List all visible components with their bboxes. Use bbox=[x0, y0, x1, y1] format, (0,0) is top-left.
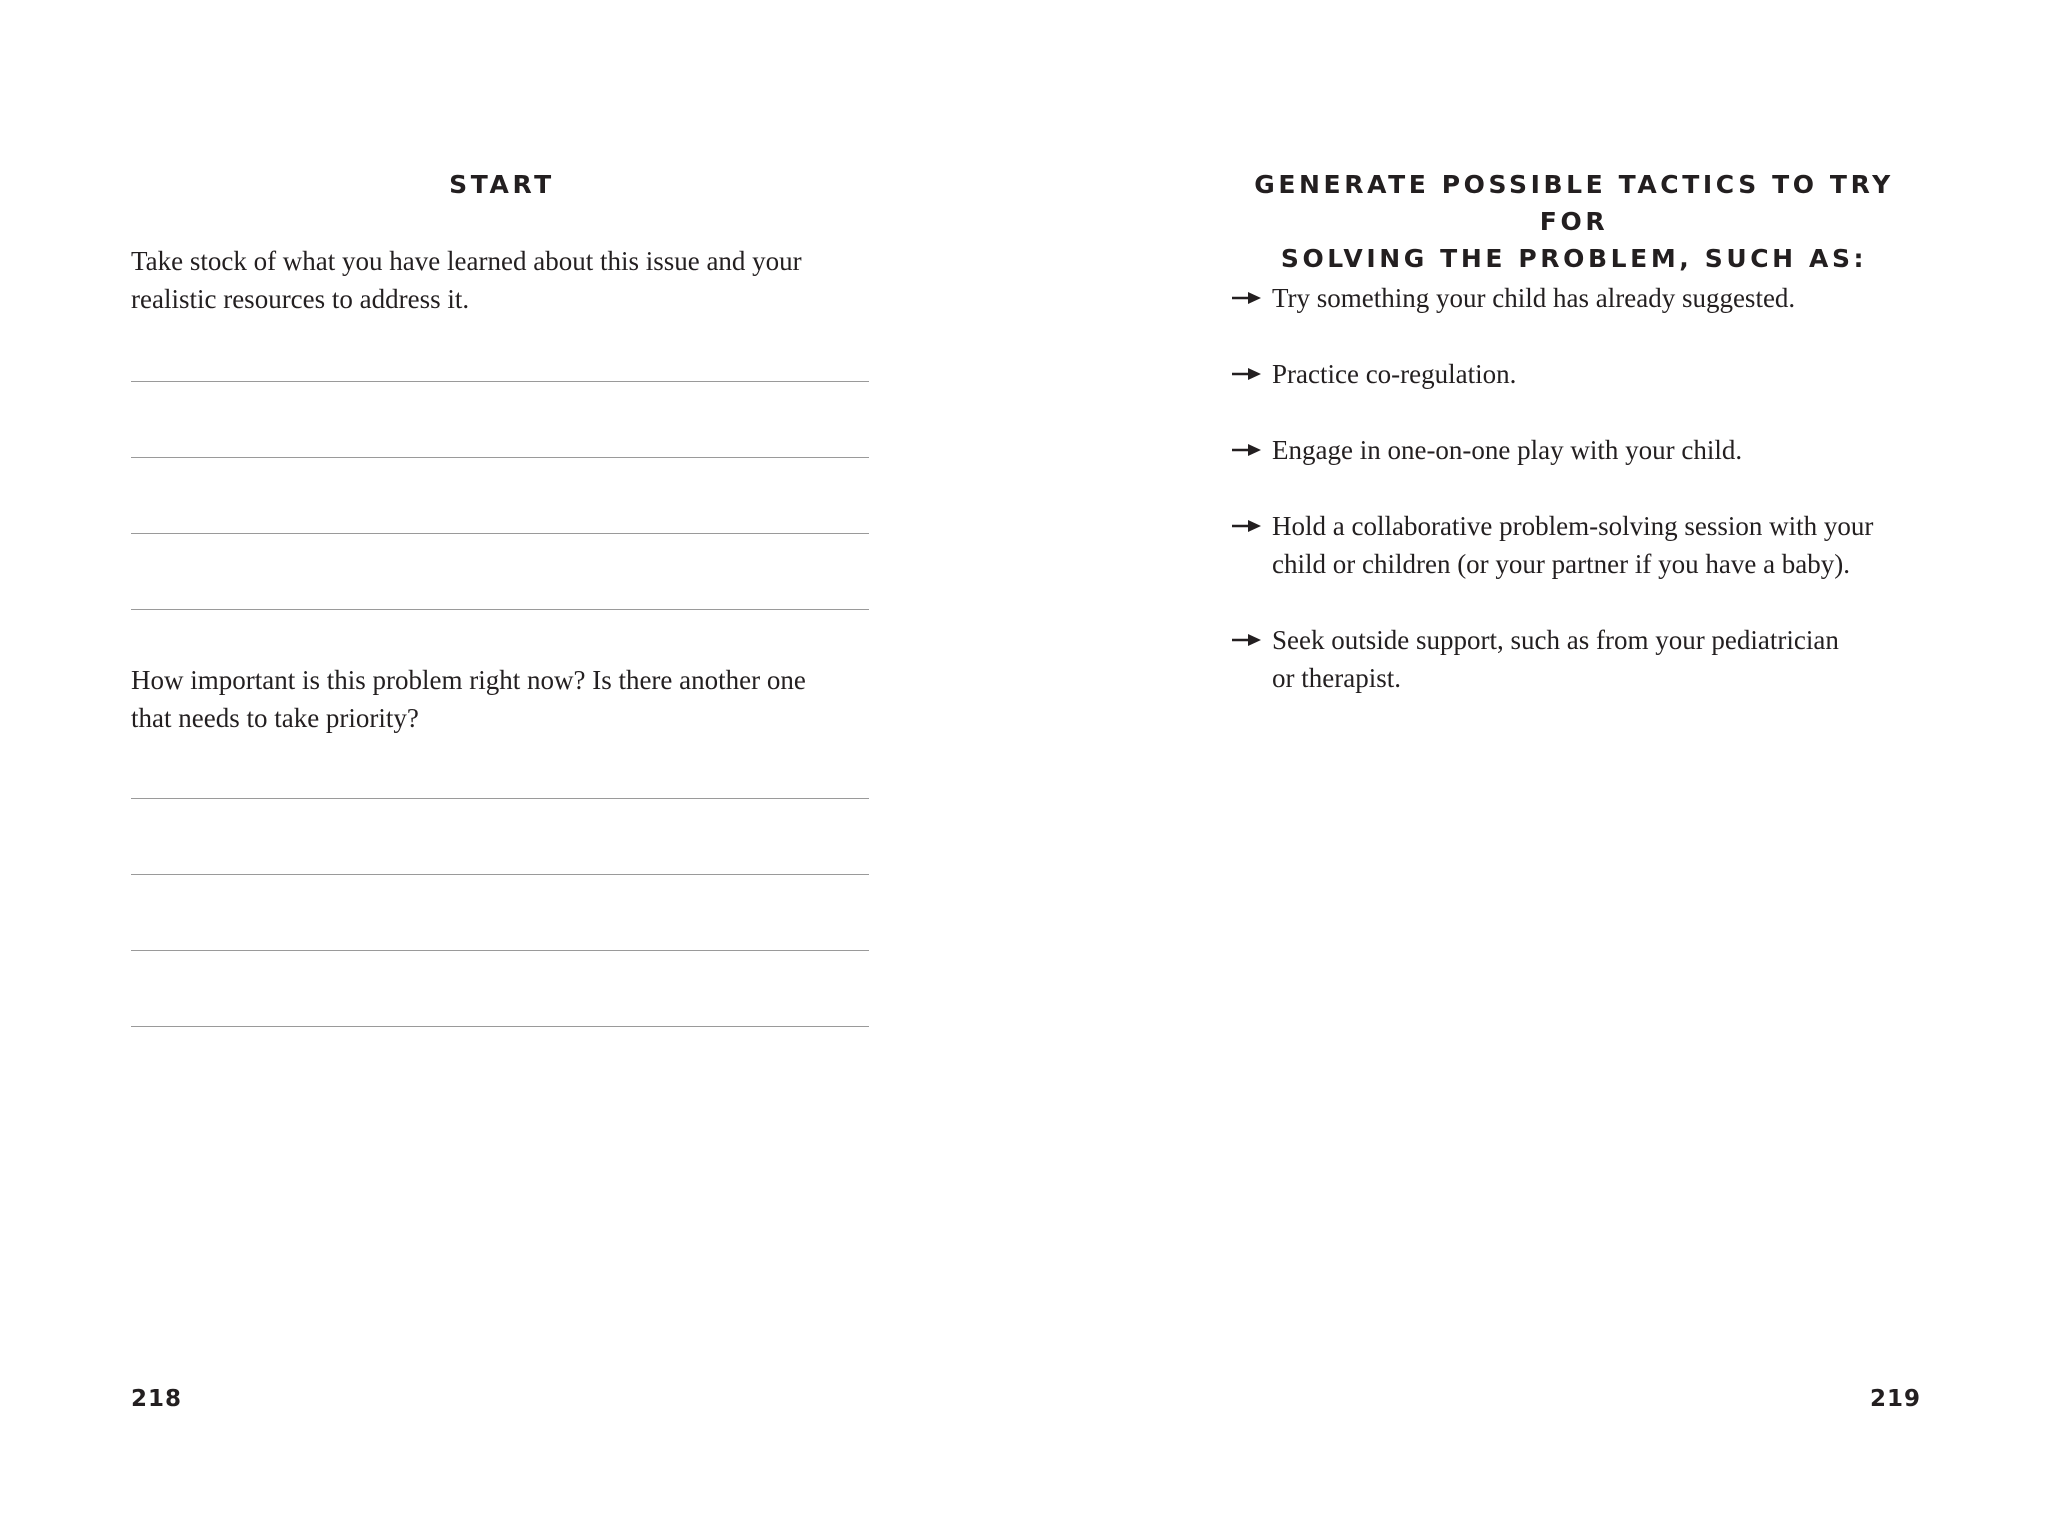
tactic-text-line-2: or therapist. bbox=[1272, 663, 1401, 693]
tactic-item bbox=[1230, 431, 1950, 469]
tactic-text-line-1: Hold a collaborative problem-solving session with your bbox=[1272, 511, 1874, 541]
tactic-text-line-2: child or children (or your partner if you have a baby). bbox=[1272, 549, 1851, 579]
arrow-right-icon bbox=[1230, 431, 1264, 469]
right-page bbox=[1024, 0, 2048, 1538]
answer-line[interactable] bbox=[131, 609, 869, 610]
arrow-right-icon bbox=[1230, 621, 1264, 659]
arrow-right-icon bbox=[1230, 279, 1264, 317]
tactics-list bbox=[1230, 279, 1950, 735]
prompt-take-stock-line-2: realistic resources to address it. bbox=[131, 284, 470, 314]
prompt-importance-line-2: that needs to take priority? bbox=[131, 703, 419, 733]
answer-line[interactable] bbox=[131, 381, 869, 382]
prompt-importance-line-1: How important is this problem right now? Is there another one bbox=[131, 665, 806, 695]
answer-line[interactable] bbox=[131, 457, 869, 458]
answer-line[interactable] bbox=[131, 874, 869, 875]
prompt-take-stock-line-1: Take stock of what you have learned about this issue and your bbox=[131, 246, 802, 276]
tactics-heading-line-1: GENERATE POSSIBLE TACTICS TO TRY FOR bbox=[1254, 170, 1894, 236]
prompt-take-stock bbox=[131, 242, 873, 318]
page-number-right: 219 bbox=[1869, 1386, 1921, 1412]
tactics-heading-line-2: SOLVING THE PROBLEM, SUCH AS: bbox=[1280, 244, 1868, 273]
answer-line[interactable] bbox=[131, 950, 869, 951]
arrow-right-icon bbox=[1230, 355, 1264, 393]
start-heading: START bbox=[449, 170, 555, 199]
answer-line[interactable] bbox=[131, 798, 869, 799]
tactic-text: Engage in one-on-one play with your child. bbox=[1272, 435, 1743, 465]
answer-line[interactable] bbox=[131, 1026, 869, 1027]
tactic-item bbox=[1230, 621, 1950, 697]
tactic-item bbox=[1230, 355, 1950, 393]
tactic-text-line-1: Seek outside support, such as from your pediatrician bbox=[1272, 625, 1839, 655]
answer-line[interactable] bbox=[131, 533, 869, 534]
page-number-left: 218 bbox=[131, 1386, 183, 1412]
tactic-item bbox=[1230, 279, 1950, 317]
tactics-heading bbox=[1224, 166, 1924, 277]
tactic-item bbox=[1230, 507, 1950, 583]
tactic-text: Try something your child has already suggested. bbox=[1272, 283, 1796, 313]
tactic-text: Practice co-regulation. bbox=[1272, 359, 1517, 389]
prompt-importance bbox=[131, 661, 873, 737]
arrow-right-icon bbox=[1230, 507, 1264, 545]
